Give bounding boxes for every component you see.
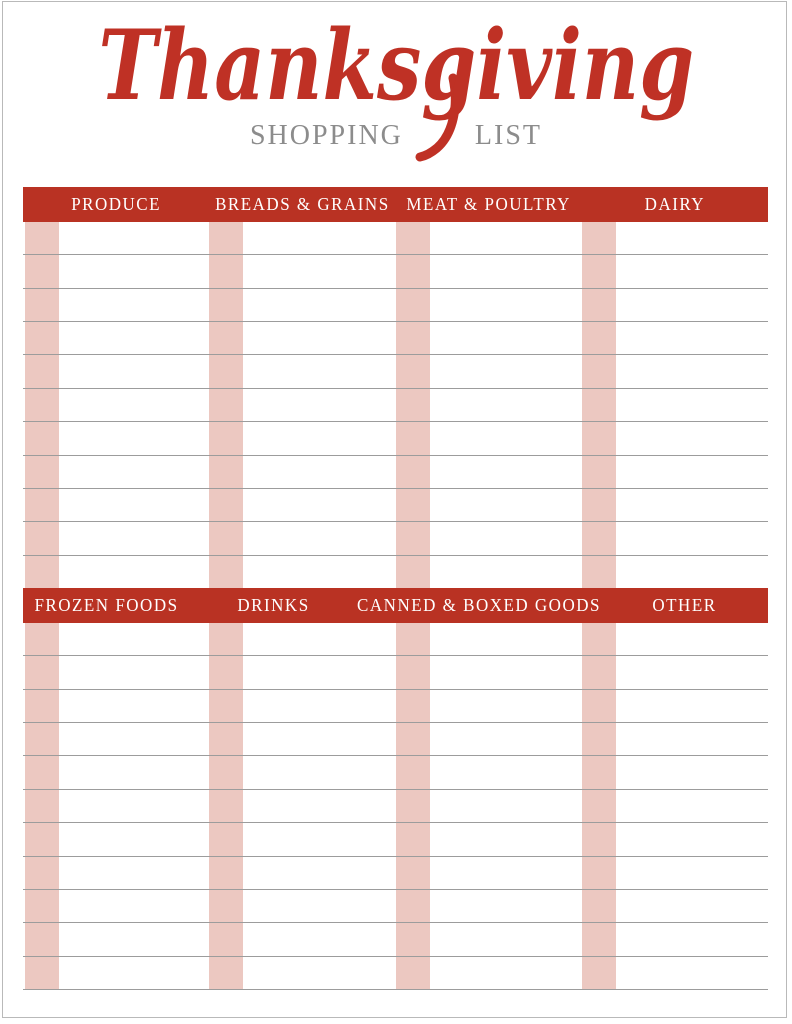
list-row bbox=[23, 254, 768, 287]
list-row bbox=[23, 655, 768, 688]
list-row bbox=[23, 822, 768, 855]
list-row bbox=[23, 623, 768, 655]
shopping-table-upper bbox=[23, 187, 768, 588]
list-row bbox=[23, 889, 768, 922]
list-row bbox=[23, 755, 768, 788]
table-body bbox=[23, 623, 768, 990]
list-row bbox=[23, 956, 768, 989]
page-title: Thanksgiving bbox=[98, 9, 694, 122]
column-header-other: OTHER bbox=[652, 595, 717, 615]
table-body bbox=[23, 222, 768, 588]
list-row bbox=[23, 722, 768, 755]
masthead bbox=[0, 0, 792, 160]
list-row bbox=[23, 555, 768, 588]
list-row bbox=[23, 288, 768, 321]
column-header-dairy: DAIRY bbox=[644, 194, 706, 214]
list-row bbox=[23, 689, 768, 722]
table-header-row bbox=[23, 588, 768, 623]
row-lines bbox=[23, 623, 768, 989]
subtitle-word-shopping: SHOPPING bbox=[249, 120, 403, 151]
row-lines bbox=[23, 222, 768, 588]
column-header-breads-grains: BREADS & GRAINS bbox=[215, 194, 390, 214]
shopping-table-lower bbox=[23, 588, 768, 990]
list-row bbox=[23, 488, 768, 521]
list-row bbox=[23, 521, 768, 554]
subtitle-word-list: LIST bbox=[474, 120, 543, 151]
column-header-canned-boxed-goods: CANNED & BOXED GOODS bbox=[357, 595, 601, 615]
page-subtitle bbox=[0, 122, 792, 160]
column-header-produce: PRODUCE bbox=[71, 194, 162, 214]
column-header-drinks: DRINKS bbox=[237, 595, 310, 615]
column-header-frozen-foods: FROZEN FOODS bbox=[34, 595, 179, 615]
list-row bbox=[23, 354, 768, 387]
list-row bbox=[23, 856, 768, 889]
list-row bbox=[23, 321, 768, 354]
list-row bbox=[23, 789, 768, 822]
column-header-meat-poultry: MEAT & POULTRY bbox=[406, 194, 571, 214]
table-header-row bbox=[23, 187, 768, 222]
list-row bbox=[23, 388, 768, 421]
list-row bbox=[23, 421, 768, 454]
list-row bbox=[23, 455, 768, 488]
list-row bbox=[23, 922, 768, 955]
list-row bbox=[23, 222, 768, 254]
